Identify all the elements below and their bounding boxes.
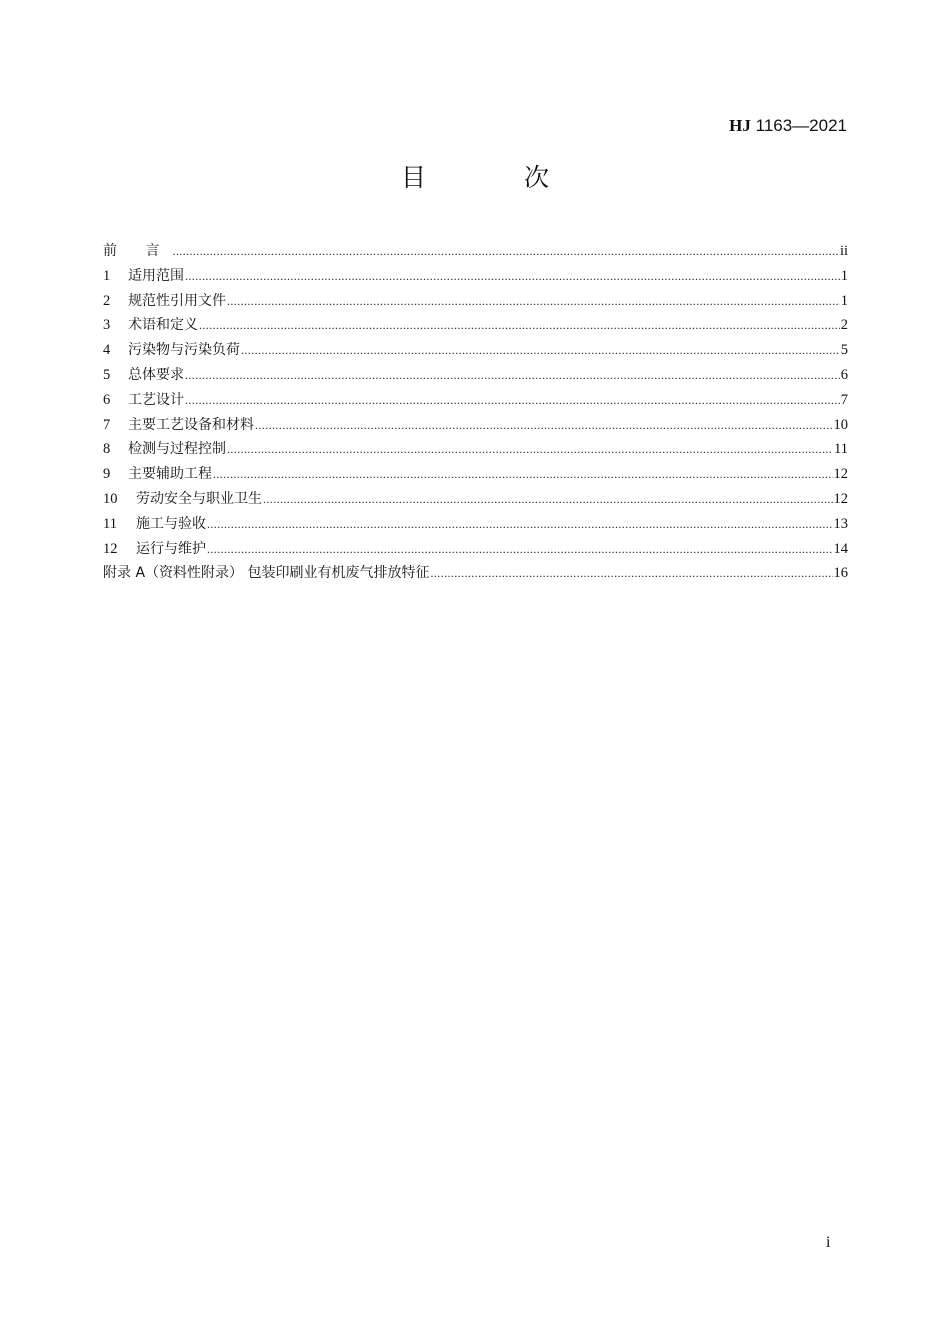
page-number: i: [826, 1234, 831, 1251]
toc-entry[interactable]: [103, 264, 848, 289]
toc-entry-page: 2: [840, 317, 848, 334]
toc-entry[interactable]: [103, 537, 848, 562]
toc-entry-number: 3: [103, 317, 111, 334]
toc-entry-number: 12: [103, 540, 118, 557]
toc-entry[interactable]: [103, 313, 848, 338]
toc-entry[interactable]: [103, 338, 848, 363]
toc-entry-page: 7: [840, 391, 848, 408]
toc-entry-page: 16: [833, 565, 848, 582]
toc-dot-leader: [185, 264, 840, 289]
toc-entry[interactable]: [103, 239, 848, 264]
toc-entry[interactable]: [103, 289, 848, 314]
toc-entry-number: 9: [103, 466, 111, 483]
toc-entry-page: 11: [834, 441, 848, 458]
toc-entry[interactable]: [103, 388, 848, 413]
toc-entry-number: 1: [103, 267, 111, 284]
toc-title: 目 次: [401, 163, 594, 192]
toc-entry[interactable]: [103, 487, 848, 512]
toc-entry-page: 10: [833, 416, 848, 433]
toc-entry-number: 10: [103, 490, 118, 507]
toc-dot-leader: [255, 413, 833, 438]
toc-entry-page: 12: [833, 466, 848, 483]
toc-dot-leader: [263, 487, 833, 512]
toc-dot-leader: [207, 537, 833, 562]
toc-entry-label: 主要辅助工程: [128, 466, 212, 483]
toc-entry-number: 11: [103, 515, 117, 532]
toc-entry-label: 适用范围: [128, 267, 184, 284]
toc-entry-label: 劳动安全与职业卫生: [136, 490, 262, 507]
toc-entry-page: 14: [833, 540, 848, 557]
toc-entry-number: 6: [103, 391, 111, 408]
toc-entry-label: 施工与验收: [136, 515, 206, 532]
toc-entry[interactable]: [103, 512, 848, 537]
toc-entry-number: 8: [103, 441, 111, 458]
toc-dot-leader: [227, 289, 840, 314]
toc-entry-label: 术语和定义: [128, 317, 198, 334]
toc-dot-leader: [199, 313, 840, 338]
toc-entry-page: 6: [840, 366, 848, 383]
toc-dot-leader: [241, 338, 840, 363]
toc-dot-leader: [213, 462, 833, 487]
toc-entry-page: 13: [833, 515, 848, 532]
toc-entry-label: 规范性引用文件: [128, 292, 226, 309]
toc-entry-label: 检测与过程控制: [128, 441, 226, 458]
toc-entry-label: 主要工艺设备和材料: [128, 416, 254, 433]
standard-code: [729, 114, 847, 138]
toc-entry-number: 5: [103, 366, 111, 383]
toc-entry-label: 工艺设计: [128, 391, 184, 408]
toc-entry[interactable]: [103, 561, 848, 586]
toc-entry[interactable]: [103, 462, 848, 487]
toc-entry[interactable]: [103, 437, 848, 462]
toc-dot-leader: [185, 363, 840, 388]
toc-entry[interactable]: [103, 413, 848, 438]
toc-entry-number: 2: [103, 292, 111, 309]
toc-dot-leader: [227, 437, 833, 462]
toc-dot-leader: [430, 561, 832, 586]
toc-entry-page: 12: [833, 490, 848, 507]
toc-entry-label: 附录 A（资料性附录） 包装印刷业有机废气排放特征: [103, 565, 430, 582]
toc-entry-label: 前 言: [103, 243, 172, 259]
toc-entry-number: 4: [103, 342, 111, 359]
toc-entry-label: 总体要求: [128, 366, 184, 383]
toc-entry-label: 污染物与污染负荷: [128, 342, 240, 359]
toc-entry[interactable]: [103, 363, 848, 388]
toc-list: [103, 239, 848, 586]
standard-number: 1163—2021: [755, 116, 847, 135]
toc-dot-leader: [207, 512, 833, 537]
standard-prefix: HJ: [729, 116, 751, 135]
toc-entry-page: 1: [840, 267, 848, 284]
toc-entry-label: 运行与维护: [136, 540, 206, 557]
toc-entry-number: 7: [103, 416, 111, 433]
toc-entry-page: ii: [839, 243, 848, 259]
toc-dot-leader: [185, 388, 840, 413]
toc-dot-leader: [172, 239, 838, 264]
toc-entry-page: 5: [840, 342, 848, 359]
toc-entry-page: 1: [840, 292, 848, 309]
